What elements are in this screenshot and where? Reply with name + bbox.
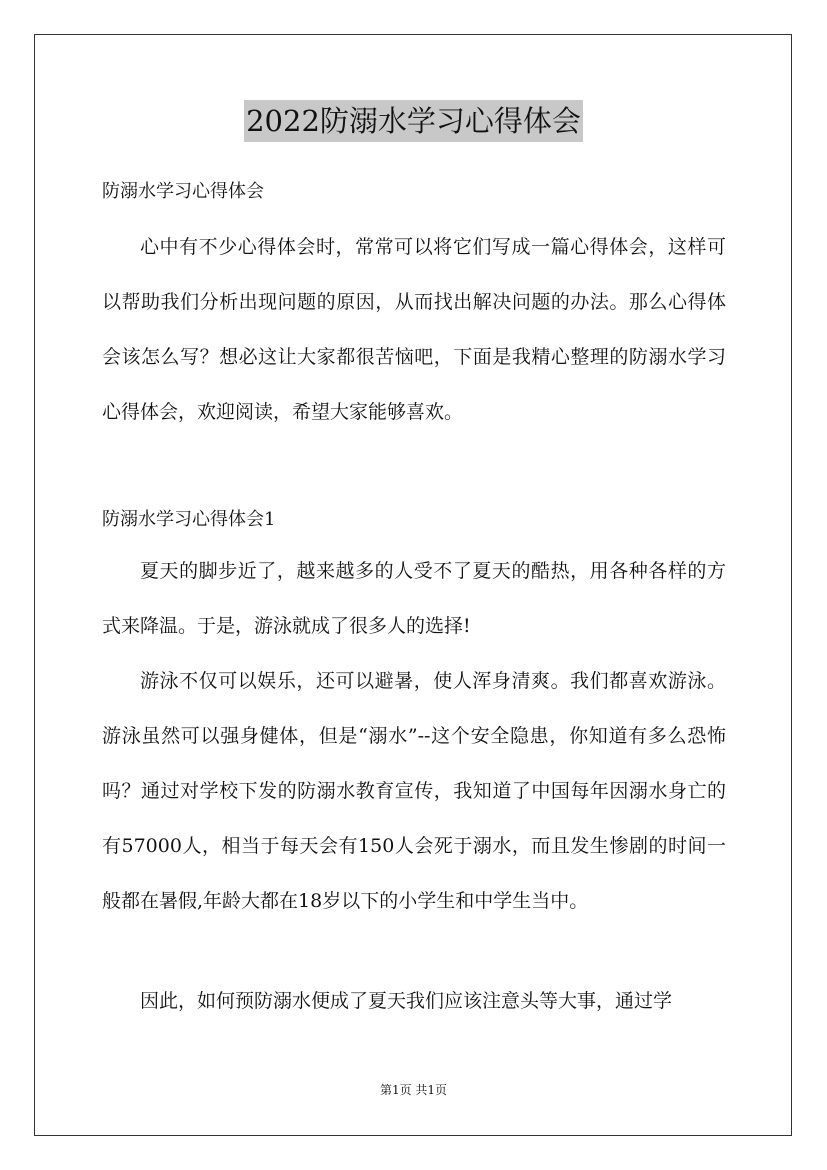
document-title: 2022防溺水学习心得体会 [244, 100, 583, 142]
body-paragraph: 夏天的脚步近了，越来越多的人受不了夏天的酷热，用各种各样的方式来降温。于是，游泳就成了很多人的选择! [102, 560, 726, 637]
page-footer: 第1页 共1页 [379, 1083, 448, 1097]
body-paragraph: 游泳不仅可以娱乐，还可以避暑，使人浑身清爽。我们都喜欢游泳。游泳虽然可以强身健体，但是“溺水”--这个安全隐患，你知道有多么恐怖吗？通过对学校下发的防溺水教育宣传，我知道了中国每年因溺水身亡的有57000人，相当于每天会有150人会死于溺水，而且发生惨剧的时间一般都在暑假,年龄大都在18岁以下的小学生和中学生当中。 [102, 670, 726, 912]
intro-paragraph: 心中有不少心得体会时，常常可以将它们写成一篇心得体会，这样可以帮助我们分析出现问题的原因，从而找出解决问题的办法。那么心得体会该怎么写？想必这让大家都很苦恼吧，下面是我精心整理的防溺水学习心得体会，欢迎阅读，希望大家能够喜欢。 [102, 236, 726, 423]
section-heading: 防溺水学习心得体会1 [102, 509, 276, 530]
body-paragraph: 因此，如何预防溺水便成了夏天我们应该注意头等大事，通过学 [140, 990, 673, 1012]
title-container [0, 100, 827, 142]
document-subtitle: 防溺水学习心得体会 [102, 181, 264, 202]
